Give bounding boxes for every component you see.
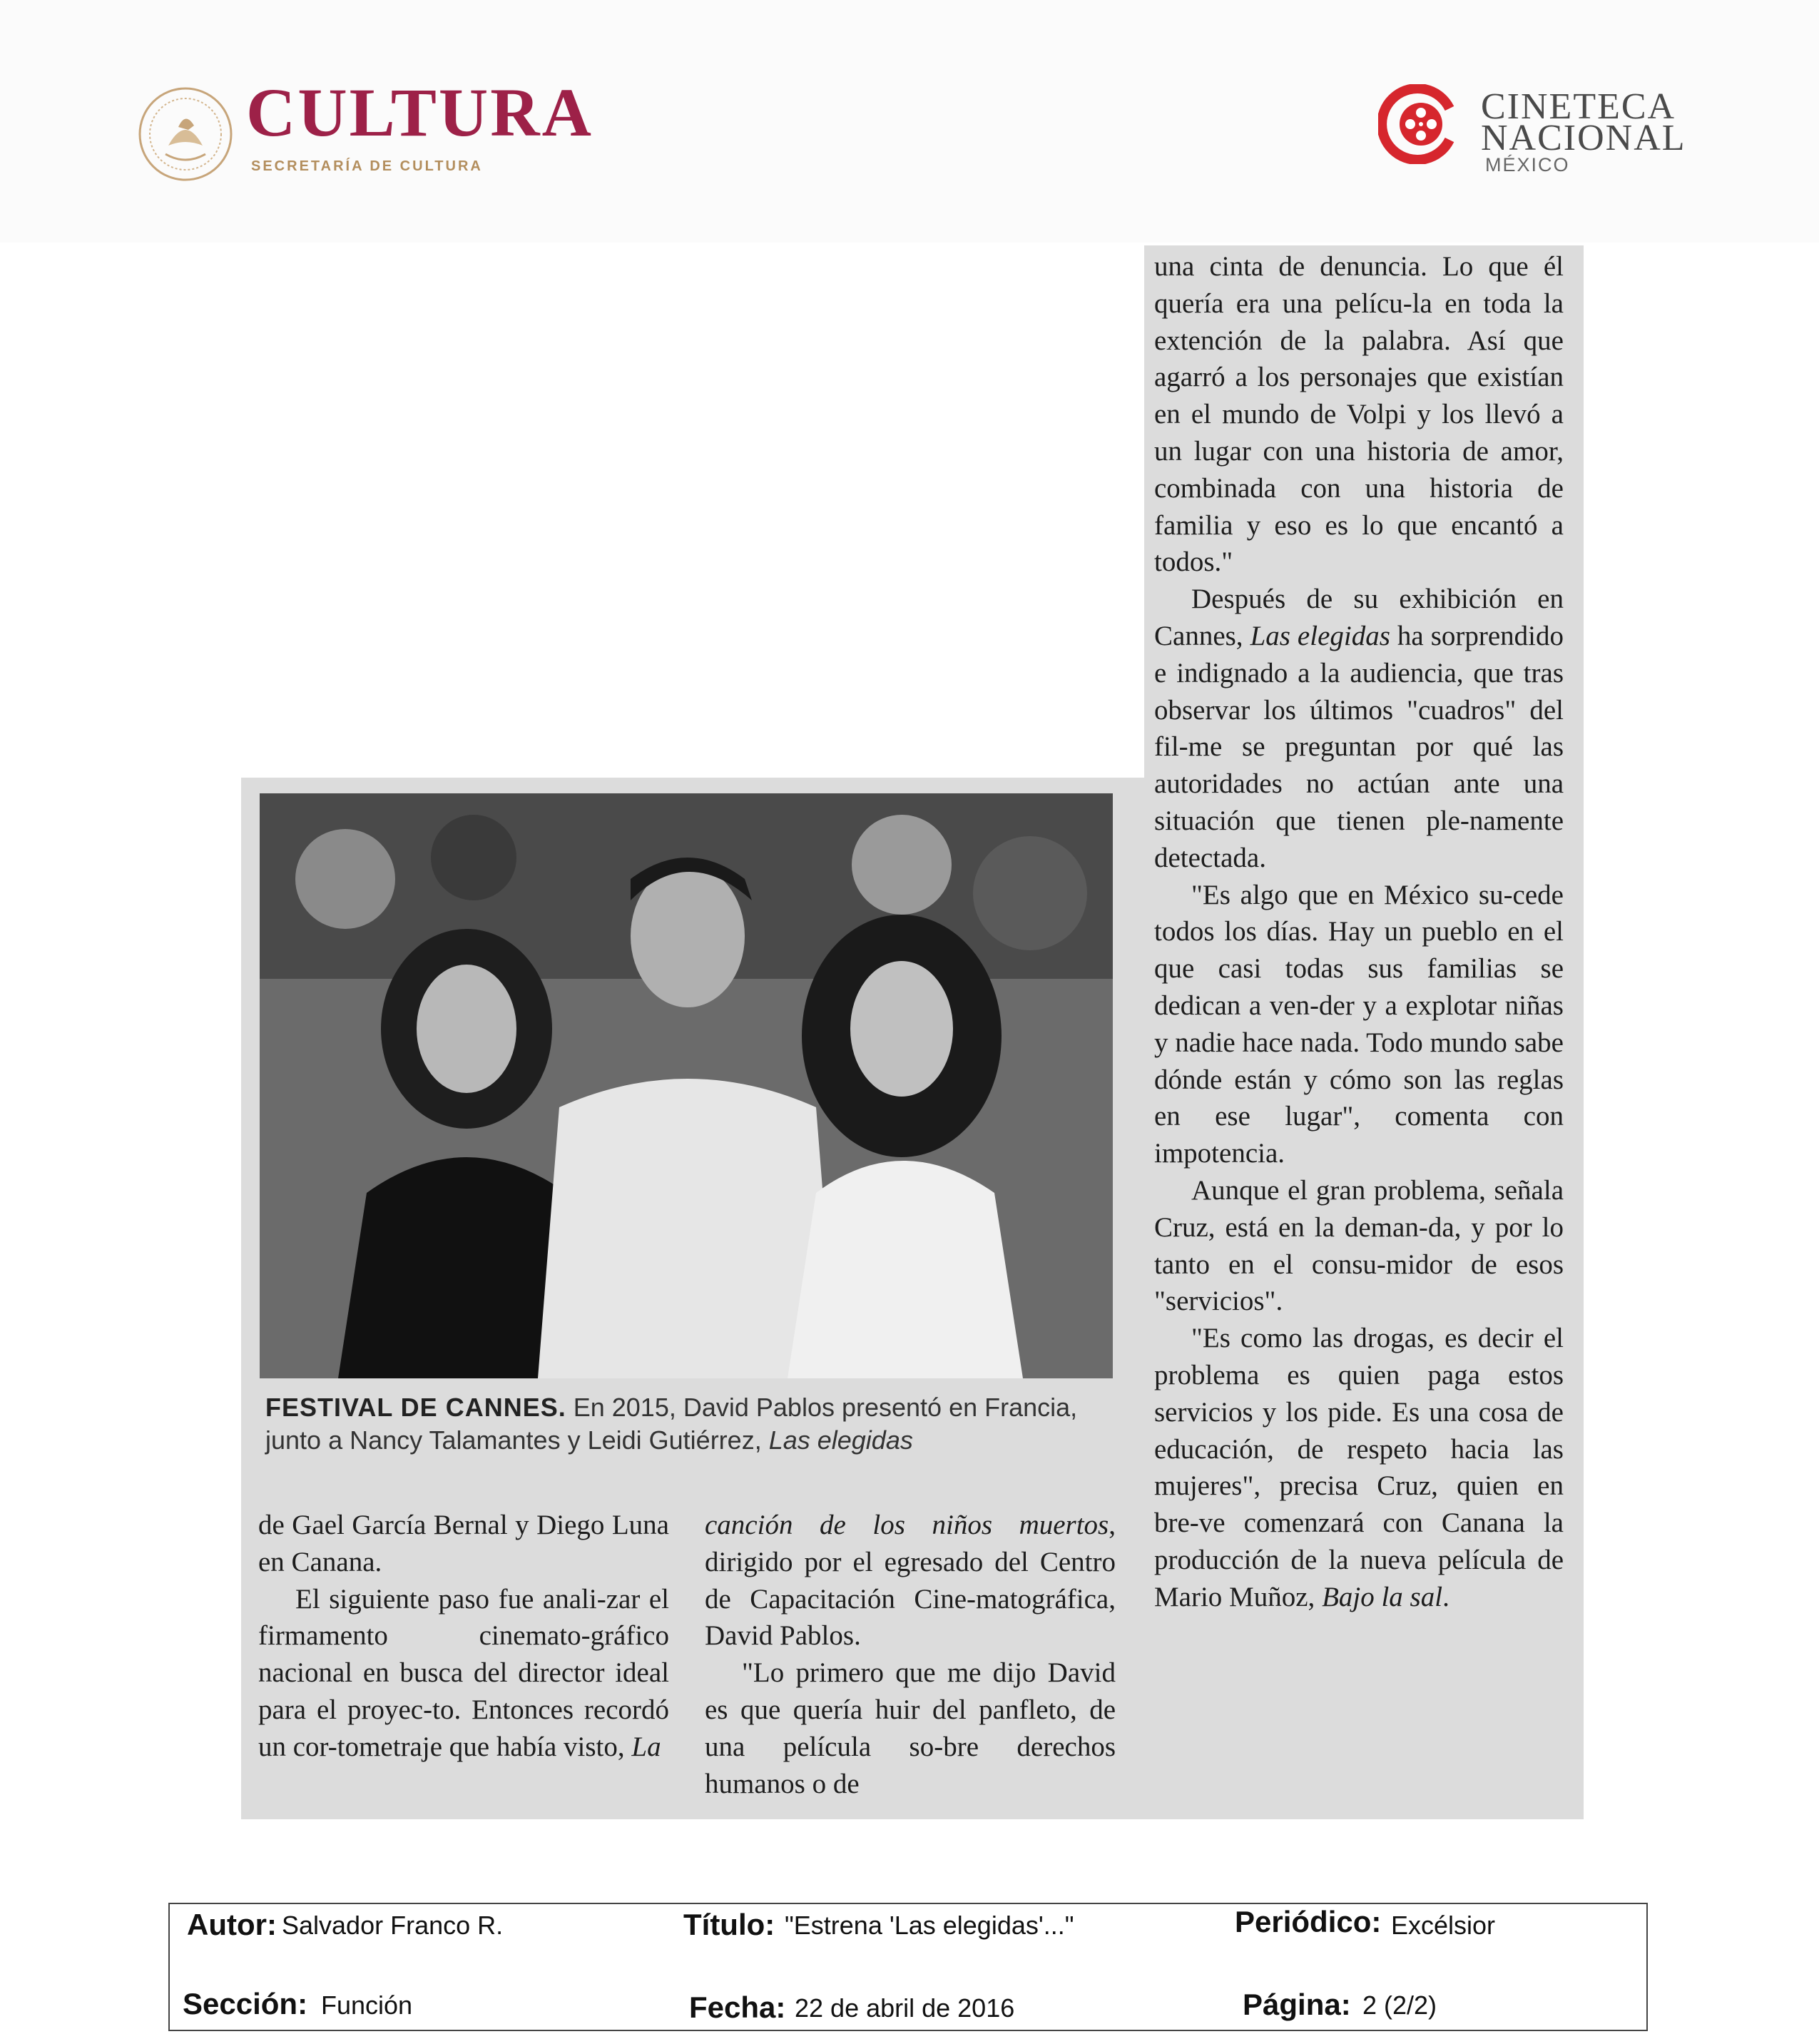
paragraph	[1154, 248, 1564, 581]
film-title: La	[631, 1731, 661, 1762]
film-title: canción de los niños muertos	[705, 1510, 1109, 1540]
paragraph	[1154, 1320, 1564, 1615]
paragraph-text: una cinta de denuncia. Lo que él quería era una pelícu-la en toda la extención de la palabra. Así que agarró a los personajes que existían en el mundo de Volpi y los llevó a un lugar con una historia de amor, combinada con una historia de familia y eso es lo que encantó a todos."	[1154, 251, 1564, 578]
periodico-value: Excélsior	[1391, 1911, 1496, 1940]
cineteca-name-line1: CINETECA	[1481, 86, 1676, 127]
paragraph	[1154, 1172, 1564, 1320]
seccion-value: Función	[321, 1990, 413, 2020]
paragraph	[258, 1507, 669, 1581]
pagina-label: Página:	[1243, 1988, 1351, 2021]
caption-film-title: Las elegidas	[768, 1425, 913, 1455]
cineteca-country: MÉXICO	[1485, 154, 1570, 176]
article-column-a	[258, 1507, 669, 1766]
caption-heading: FESTIVAL DE CANNES.	[265, 1393, 566, 1422]
autor-label: Autor:	[187, 1908, 277, 1941]
paragraph-text: "Es como las drogas, es decir el problema es quien paga estos servicios y los pide. Es una cosa de educación, de respeto hacia las mujeres", precisa Cruz, quien en bre-ve comenzará con Canana la producción de la nueva película de Mario Muñoz,	[1154, 1323, 1564, 1612]
cineteca-name-line2: NACIONAL	[1481, 118, 1686, 158]
paragraph-text: "Lo primero que me dijo David es que quería huir del panfleto, de una película so-bre derechos humanos o de	[705, 1657, 1116, 1799]
mexican-seal-icon	[137, 86, 234, 183]
autor-value: Salvador Franco R.	[282, 1911, 504, 1940]
photo-caption	[265, 1391, 1107, 1457]
cultura-subtitle: SECRETARÍA DE CULTURA	[251, 158, 483, 174]
film-title: Bajo la sal	[1322, 1581, 1443, 1612]
paragraph-text: El siguiente paso fue anali-zar el firmamento cinemato-gráfico nacional en busca del director ideal para el proyec-to. Entonces recordó un cor-tometraje que había visto,	[258, 1583, 669, 1762]
paragraph	[1154, 581, 1564, 876]
paragraph	[705, 1507, 1116, 1654]
cultura-title: CULTURA	[246, 74, 593, 151]
fecha-label: Fecha:	[689, 1990, 786, 2024]
paragraph-text: Después de su exhibición en Cannes,	[1154, 584, 1564, 651]
paragraph-text: ha sorprendido e indignado a la audiencia, que tras observar los últimos "cuadros" del fil-me se preguntan por qué las autoridades no actúan ante una situación que tienen ple-namente detectada.	[1154, 620, 1564, 873]
film-title: Las elegidas	[1250, 620, 1390, 651]
titulo-label: Título:	[683, 1908, 775, 1941]
periodico-label: Periódico:	[1235, 1905, 1382, 1938]
article-photo	[260, 793, 1113, 1378]
paragraph-text: "Es algo que en México su-cede todos los días. Hay un pueblo en el que casi todas sus familias se dedican a ven-der y a explotar niñas y nadie hace nada. Todo mundo sabe dónde están y cómo son las reglas en ese lugar", comenta con impotencia.	[1154, 879, 1564, 1169]
paragraph	[705, 1654, 1116, 1802]
paragraph-text: .	[1442, 1581, 1449, 1612]
pagina-value: 2 (2/2)	[1362, 1990, 1437, 2020]
paragraph-text: Aunque el gran problema, señala Cruz, está en la deman-da, y por lo tanto en el consu-midor de esos "servicios".	[1154, 1174, 1564, 1317]
paragraph-text: , dirigido por el egresado del Centro de Capacitación Cine-matográfica, David Pablos.	[705, 1510, 1116, 1652]
article-right-column	[1154, 248, 1564, 1615]
paragraph	[258, 1581, 669, 1766]
article-column-b	[705, 1507, 1116, 1802]
titulo-value: "Estrena 'Las elegidas'..."	[785, 1911, 1074, 1940]
paragraph-text: de Gael García Bernal y Diego Luna en Canana.	[258, 1510, 669, 1577]
fecha-value: 22 de abril de 2016	[795, 1993, 1015, 2023]
paragraph	[1154, 877, 1564, 1172]
caption-text: En 2015, David Pablos presentó en Francia, junto a Nancy Talamantes y Leidi Gutiérrez,	[265, 1393, 1078, 1455]
seccion-label: Sección:	[183, 1987, 308, 2020]
film-reel-icon	[1378, 84, 1458, 164]
